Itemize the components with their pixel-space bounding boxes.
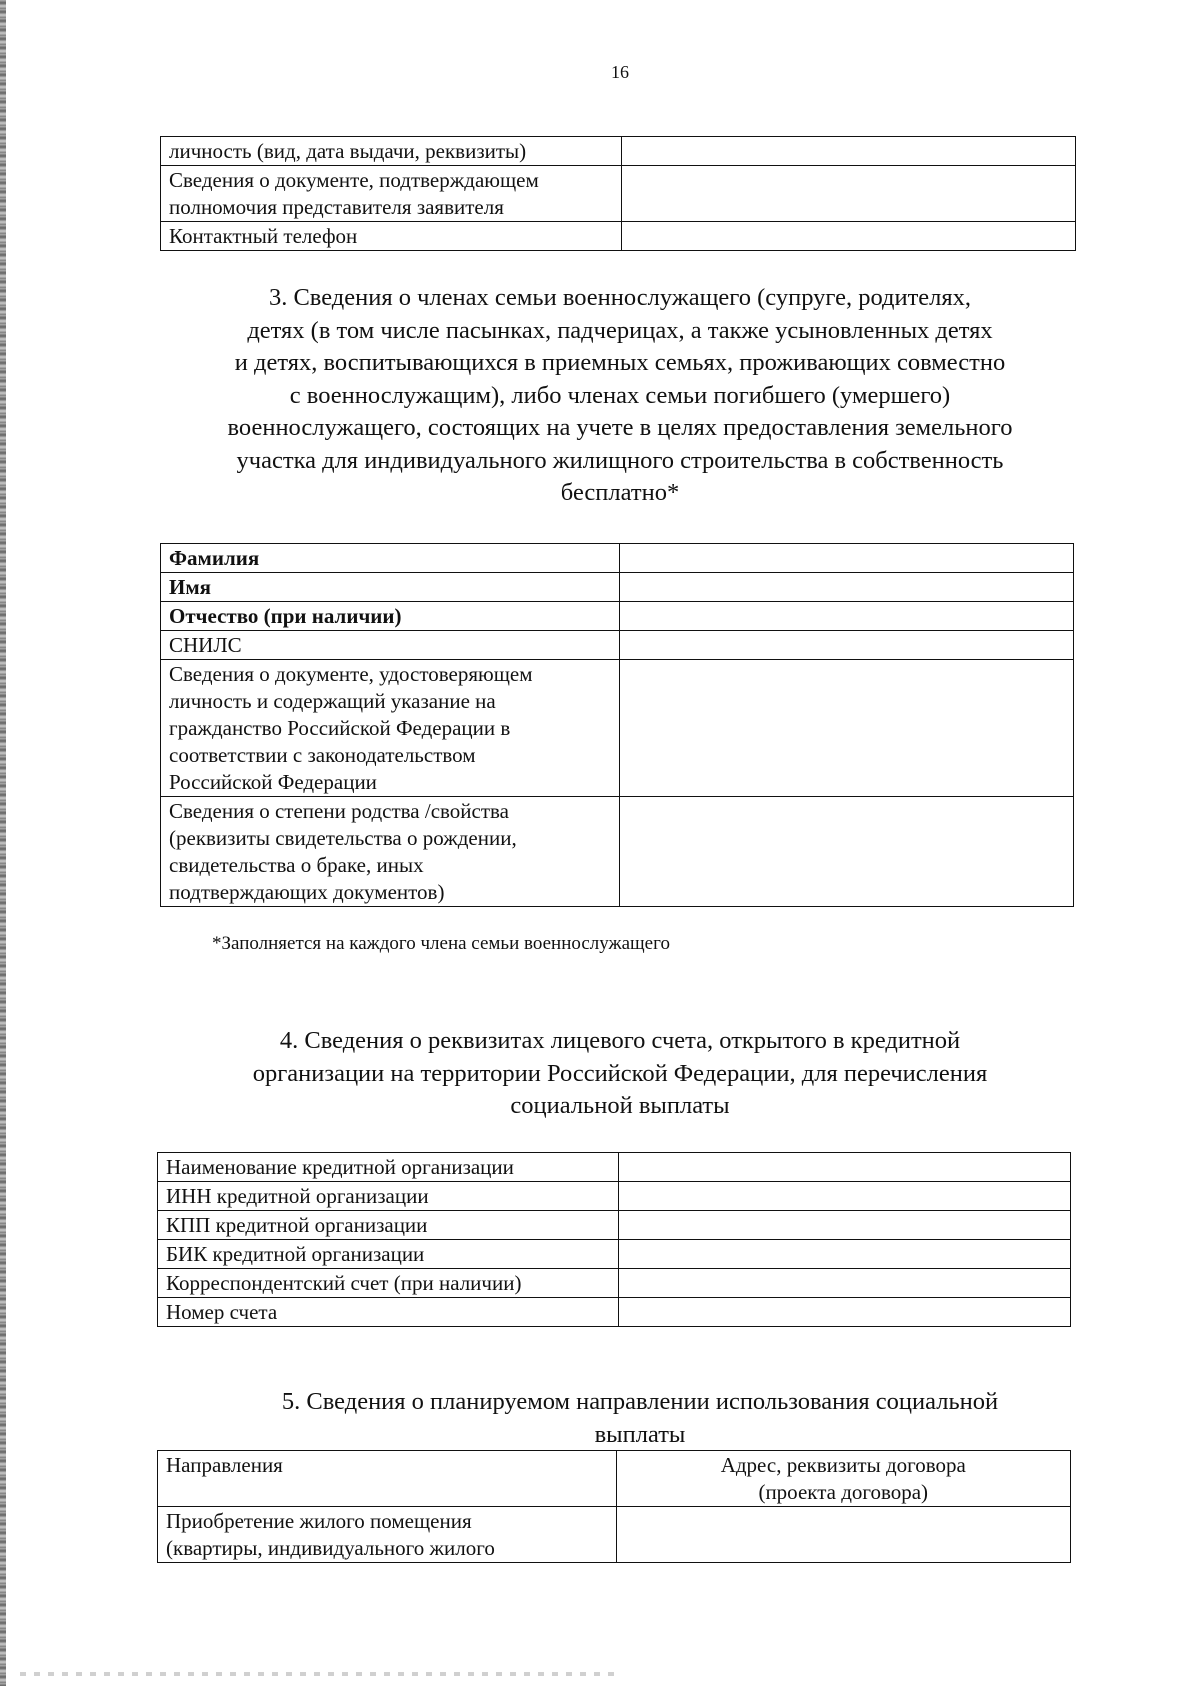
label-line: Сведения о документе, удостоверяющем xyxy=(169,662,533,686)
label-line: полномочия представителя заявителя xyxy=(169,195,504,219)
row-label: Корреспондентский счет (при наличии) xyxy=(158,1269,619,1298)
table-row xyxy=(158,1182,1071,1211)
row-value-field[interactable] xyxy=(618,1153,1070,1182)
row-value-field[interactable] xyxy=(616,1507,1070,1563)
heading-line: организации на территории Российской Федерации, для перечисления xyxy=(252,1059,988,1087)
label-line: личность и содержащий указание на xyxy=(169,689,496,713)
row-value-field[interactable] xyxy=(619,797,1073,907)
heading-line: выплаты xyxy=(594,1420,686,1448)
label-line: Сведения о степени родства /свойства xyxy=(169,799,509,823)
table-row xyxy=(158,1298,1071,1327)
heading-line: социальной выплаты xyxy=(510,1092,730,1119)
table-row xyxy=(158,1211,1071,1240)
heading-line: 3. Сведения о членах семьи военнослужащего (супруге, родителях, xyxy=(268,284,972,311)
scan-bottom-noise xyxy=(20,1672,620,1676)
table-row xyxy=(161,573,1074,602)
label-line: подтверждающих документов) xyxy=(169,880,445,904)
label-line: (реквизиты свидетельства о рождении, xyxy=(169,826,517,850)
row-value-field[interactable] xyxy=(621,137,1075,166)
row-label: Номер счета xyxy=(158,1298,619,1327)
row-value-field[interactable] xyxy=(619,660,1073,797)
row-label: ИНН кредитной организации xyxy=(158,1182,619,1211)
heading-line: участка для индивидуального жилищного строительства в собственность xyxy=(236,446,1004,474)
section5-heading xyxy=(160,1386,1120,1451)
row-value-field[interactable] xyxy=(618,1211,1070,1240)
column-header-directions: Направления xyxy=(158,1451,617,1507)
row-label xyxy=(158,1507,617,1563)
page-number: 16 xyxy=(611,62,629,82)
section3-heading xyxy=(140,282,1100,510)
row-label: Имя xyxy=(161,573,620,602)
table-row xyxy=(161,797,1074,907)
label-line: Приобретение жилого помещения xyxy=(166,1509,472,1533)
header-line: Адрес, реквизиты договора xyxy=(720,1453,966,1477)
row-value-field[interactable] xyxy=(618,1298,1070,1327)
section4-heading xyxy=(140,1025,1100,1123)
table-row xyxy=(161,544,1074,573)
heading-line: бесплатно* xyxy=(560,479,680,506)
heading-line: и детях, воспитывающихся в приемных семьях, проживающих совместно xyxy=(234,349,1006,376)
row-label: КПП кредитной организации xyxy=(158,1211,619,1240)
family-members-table xyxy=(160,543,1074,907)
table-row xyxy=(158,1507,1071,1563)
table-row xyxy=(158,1240,1071,1269)
row-label: Наименование кредитной организации xyxy=(158,1153,619,1182)
row-value-field[interactable] xyxy=(619,544,1073,573)
table-row xyxy=(158,1153,1071,1182)
row-label xyxy=(161,797,620,907)
table-header-row xyxy=(158,1451,1071,1507)
row-value-field[interactable] xyxy=(621,166,1075,222)
label-line: свидетельства о браке, иных xyxy=(169,853,424,877)
heading-line: 5. Сведения о планируемом направлении использования социальной xyxy=(281,1388,999,1415)
label-line: гражданство Российской Федерации в xyxy=(169,716,511,740)
label-line: соответствии с законодательством xyxy=(169,743,476,767)
table-row xyxy=(161,166,1076,222)
table-row xyxy=(161,222,1076,251)
header-line: (проекта договора) xyxy=(758,1480,929,1504)
row-label: СНИЛС xyxy=(161,631,620,660)
row-label: личность (вид, дата выдачи, реквизиты) xyxy=(161,137,622,166)
row-value-field[interactable] xyxy=(621,222,1075,251)
table-row xyxy=(161,137,1076,166)
row-label: БИК кредитной организации xyxy=(158,1240,619,1269)
heading-line: с военнослужащим), либо членах семьи погибшего (умершего) xyxy=(289,381,951,409)
heading-line: военнослужащего, состоящих на учете в целях предоставления земельного xyxy=(227,414,1013,441)
row-label: Контактный телефон xyxy=(161,222,622,251)
label-line: (квартиры, индивидуального жилого xyxy=(166,1536,495,1560)
label-line: Российской Федерации xyxy=(169,770,377,794)
scan-left-edge xyxy=(0,0,6,1686)
family-footnote: *Заполняется на каждого члена семьи военнослужащего xyxy=(212,933,670,954)
heading-line: детях (в том числе пасынках, падчерицах, а также усыновленных детях xyxy=(247,316,993,344)
row-label: Отчество (при наличии) xyxy=(161,602,620,631)
column-header-address xyxy=(616,1451,1070,1507)
row-label: Фамилия xyxy=(161,544,620,573)
payment-direction-table xyxy=(157,1450,1071,1563)
table-row xyxy=(158,1269,1071,1298)
table-row xyxy=(161,631,1074,660)
row-label xyxy=(161,660,620,797)
row-value-field[interactable] xyxy=(619,631,1073,660)
heading-line: 4. Сведения о реквизитах лицевого счета, открытого в кредитной xyxy=(279,1027,961,1054)
label-line: Сведения о документе, подтверждающем xyxy=(169,168,539,192)
row-value-field[interactable] xyxy=(619,602,1073,631)
table-row xyxy=(161,660,1074,797)
row-value-field[interactable] xyxy=(619,573,1073,602)
bank-account-table xyxy=(157,1152,1071,1327)
table-row xyxy=(161,602,1074,631)
row-value-field[interactable] xyxy=(618,1269,1070,1298)
row-value-field[interactable] xyxy=(618,1240,1070,1269)
applicant-representative-table xyxy=(160,136,1076,251)
row-label xyxy=(161,166,622,222)
row-value-field[interactable] xyxy=(618,1182,1070,1211)
